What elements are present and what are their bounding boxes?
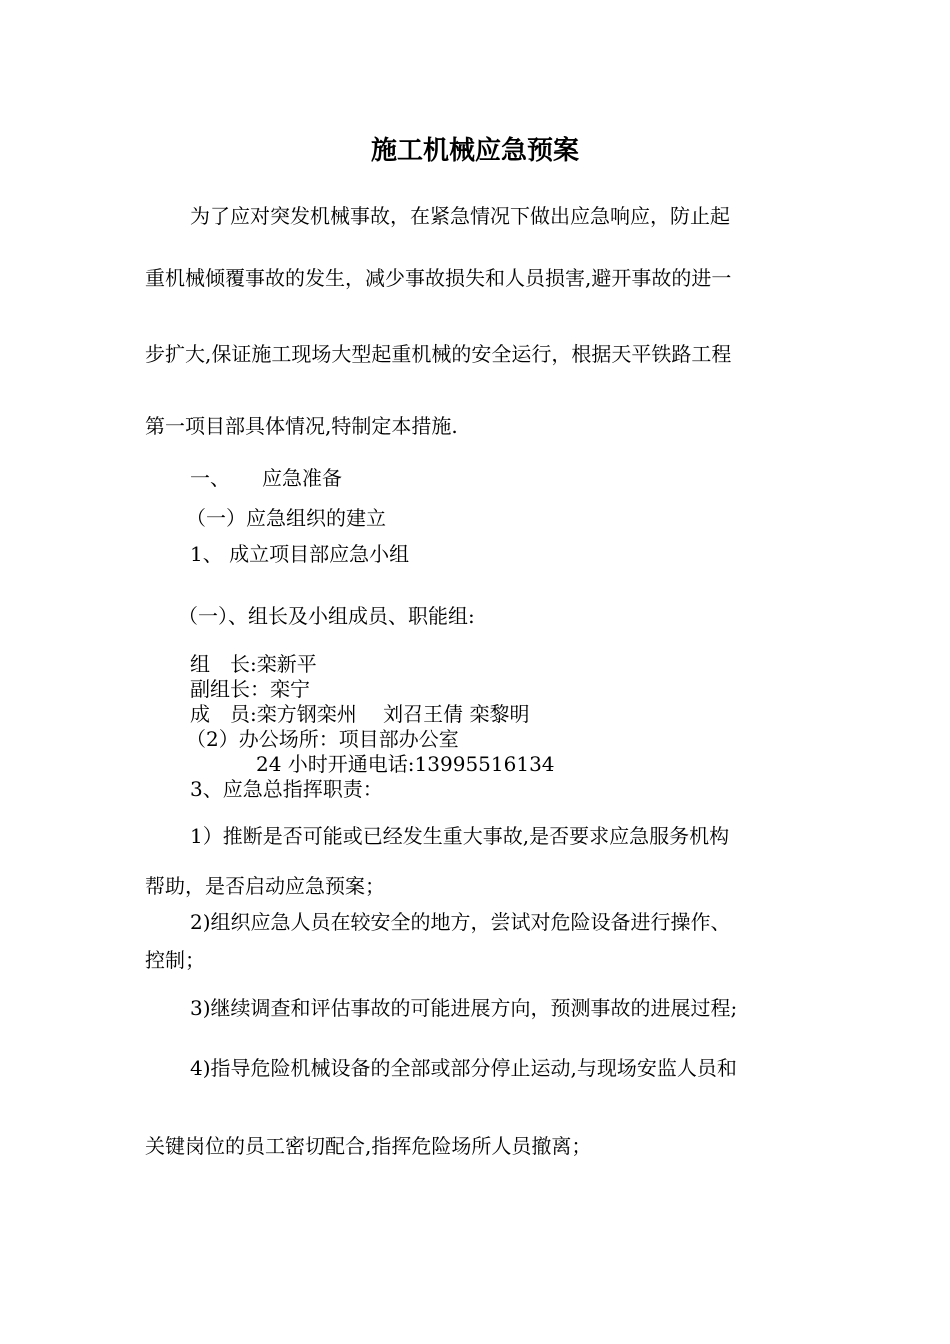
duty-line-4: 控制； bbox=[145, 948, 205, 972]
intro-line-1: 为了应对突发机械事故，在紧急情况下做出应急响应，防止起 bbox=[190, 204, 730, 228]
duty-line-7: 关键岗位的员工密切配合,指挥危险场所人员撤离； bbox=[145, 1134, 592, 1158]
item-3: 3、应急总指挥职责： bbox=[190, 777, 383, 801]
subsection-heading: （一）应急组织的建立 bbox=[186, 506, 386, 530]
duty-line-2: 帮助，是否启动应急预案； bbox=[145, 874, 385, 898]
item-1: 1、 成立项目部应急小组 bbox=[190, 542, 410, 566]
intro-line-2: 重机械倾覆事故的发生，减少事故损失和人员损害,避开事故的进一 bbox=[145, 266, 732, 290]
page-title: 施工机械应急预案 bbox=[370, 136, 579, 166]
intro-line-3: 步扩大,保证施工现场大型起重机械的安全运行，根据天平铁路工程 bbox=[145, 342, 732, 366]
hotline-line: 24 小时开通电话:13995516134 bbox=[256, 752, 555, 776]
members-line: 成 员:栾方钢栾州 刘召王倩 栾黎明 bbox=[190, 702, 530, 726]
deputy-line: 副组长：栾宁 bbox=[190, 677, 310, 701]
group-heading: （一）、组长及小组成员、职能组: bbox=[178, 604, 475, 628]
office-line: （2）办公场所：项目部办公室 bbox=[186, 727, 459, 751]
intro-line-4: 第一项目部具体情况,特制定本措施. bbox=[145, 414, 458, 438]
section-number: 一、 bbox=[190, 466, 230, 490]
duty-line-5: 3)继续调查和评估事故的可能进展方向，预测事故的进展过程; bbox=[190, 996, 738, 1020]
section-heading: 应急准备 bbox=[262, 466, 342, 490]
duty-line-1: 1）推断是否可能或已经发生重大事故,是否要求应急服务机构 bbox=[190, 824, 730, 848]
duty-line-6: 4)指导危险机械设备的全部或部分停止运动,与现场安监人员和 bbox=[190, 1056, 737, 1080]
leader-line: 组 长:栾新平 bbox=[190, 652, 317, 676]
duty-line-3: 2)组织应急人员在较安全的地方，尝试对危险设备进行操作、 bbox=[190, 910, 731, 934]
